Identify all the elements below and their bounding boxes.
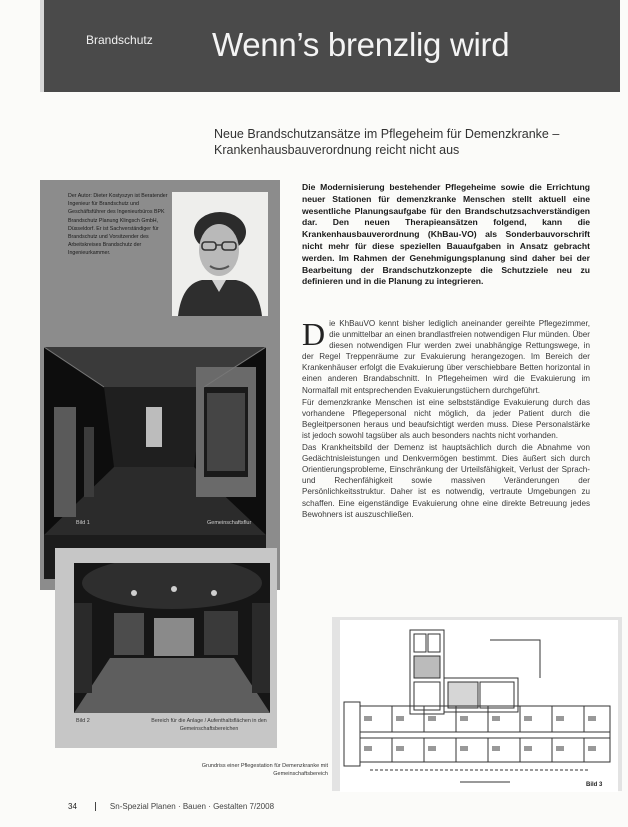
publication-line: Sn-Spezial Planen · Bauen · Gestalten 7/2008	[109, 802, 275, 811]
corridor-photo	[44, 347, 266, 535]
header-rim	[40, 0, 44, 92]
corridor-image	[44, 347, 266, 535]
common-room-image	[74, 563, 270, 713]
photo2-caption: Bereich für die Anlage / Aufenthaltsflächen in den Gemeinschaftsbereichen	[151, 718, 267, 732]
body-text	[302, 318, 590, 521]
author-caption: Der Autor: Dieter Kostyszyn ist Beratender Ingenieur für Brandschutz und Geschäftsführer des Ingenieurbüros BPK Brandschutz Planung Klingsch GmbH, Düsseldorf. Er ist Sachverständiger für Brandschutz und Vorsitzender des Arbeitskreises Brandschutz der Ingenieurkammer.	[68, 193, 168, 257]
author-portrait	[172, 192, 268, 316]
drop-cap: D	[302, 316, 326, 352]
body-paragraph-1: ie KhBauVO kennt bisher lediglich aneinander gereihte Pflegezimmer, die unmittelbar an einen brandlastfreien notwendigen Flur münden. Über diesen notwendigen Flur werden zwei unabhängige Rettungswege, in der Regel Treppenräume zur Evakuierung herangezogen. Im Bereich der Krankenhäuser erfolgt die Evakuierung über verschiebbare Betten horizontal in einen anderen Brandabschnitt. In Pflegeheimen wird die Evakuierung im Normalfall mit entsprechenden Evakuierungstüchern durchgeführt.	[302, 319, 590, 395]
page-number: 34	[68, 802, 77, 811]
plan-caption: Grundriss einer Pflegestation für Demenzkranke mit Gemeinschaftsbereich	[201, 763, 328, 777]
common-room-photo	[74, 563, 270, 713]
page-footer	[68, 802, 274, 811]
plan-marker: Bild 3	[586, 782, 603, 788]
photo2-label: Bild 2	[76, 718, 90, 724]
photo1-label: Bild 1	[76, 520, 90, 526]
footer-divider	[95, 802, 96, 811]
article-subtitle: Neue Brandschutzansätze im Pflegeheim für Demenzkranke – Krankenhausbauverordnung reicht nicht aus	[214, 127, 560, 157]
section-label: Brandschutz	[86, 33, 153, 47]
floor-plan-drawing	[340, 620, 618, 792]
floor-plan	[340, 620, 618, 792]
body-paragraph-3: Das Krankheitsbild der Demenz ist hauptsächlich durch die Abnahme von Gedächtnisleistungen und Denkvermögen bestimmt. Dies äußert sich durch Orientierungsprobleme, Einschränkung der Urteilsfähigkeit, Verlust der Sprach- und Rechenfähigkeit sowie massiven Veränderungen der Persönlichkeitsstruktur. Daher ist es notwendig, vertraute Umgebungen zu schaffen. Eine eigenständige Evakuierung ohne eine direkte Betreuung jedes Bewohners ist auszuschließen.	[302, 443, 590, 519]
lead-paragraph: Die Modernisierung bestehender Pflegeheime sowie die Errichtung neuer Stationen für demenzkranke Menschen stellt aktuell eine wesentliche Planungsaufgabe für den Brandschutzsachverständigen dar. Den neuen Therapieansätzen folgend, kann die Krankenhausbauverordnung (KhBau-VO) als Sonderbauvorschrift nicht mehr für diese speziellen Bauaufgaben in Ansatz gebracht werden. Im Rahmen der Genehmigungsplanung sind daher bei der Bearbeitung der Brandschutzkonzepte die Schutzziele neu zu definieren und in die Planung zu integrieren.	[302, 182, 590, 287]
body-paragraph-2: Für demenzkranke Menschen ist eine selbstständige Evakuierung durch das vorhandene Pflegepersonal nicht möglich, da jeder Patient durch die Begleitpersonen heraus und beaufsichtigt werden muss. Diese Personalstärke ist jedoch sowohl tagsüber als auch besonders nachts nicht vorhanden.	[302, 397, 590, 440]
article-title: Wenn’s brenzlig wird	[212, 26, 510, 63]
photo1-caption: Gemeinschaftsflur	[207, 520, 252, 526]
portrait-image	[172, 192, 268, 316]
